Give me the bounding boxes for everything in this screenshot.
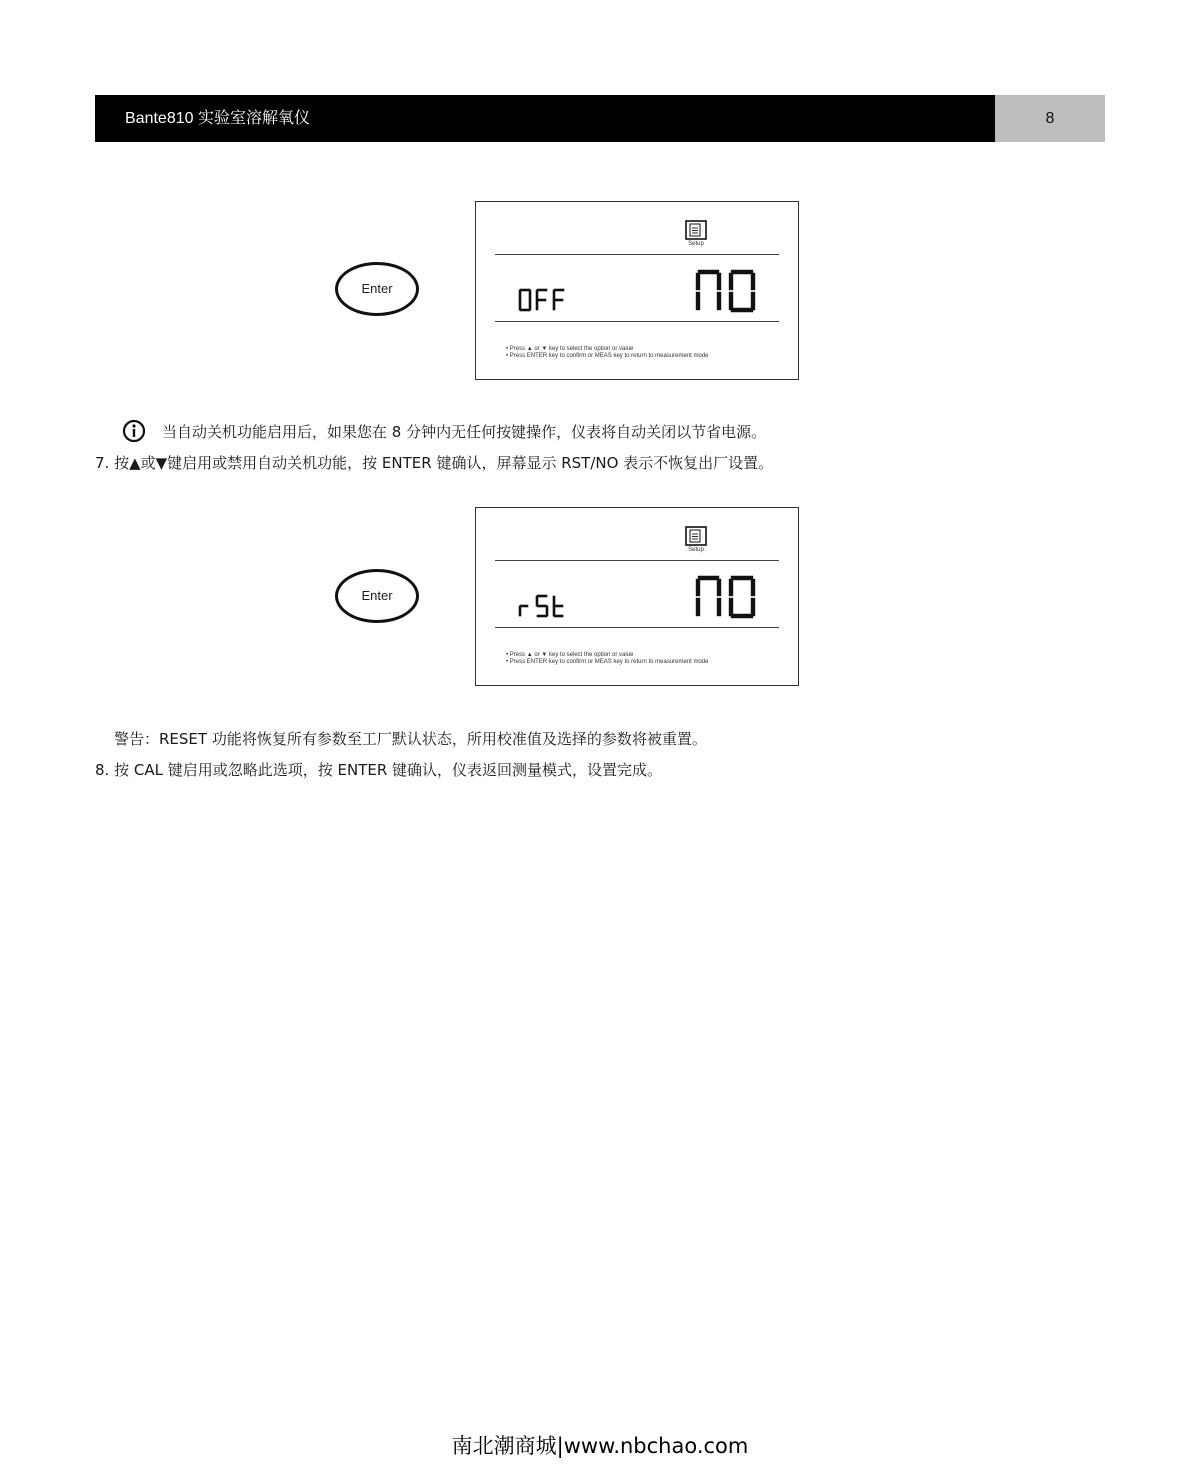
step-7: 7. 按▲或▼键启用或禁用自动关机功能，按 ENTER 键确认，屏幕显示 RST/NO 表示不恢复出厂设置。 [95,454,774,472]
lcd-divider-top [495,254,779,255]
lcd-display-auto-off [475,201,799,380]
lcd-divider-top-2 [495,560,779,561]
lcd-segment-no-2 [695,575,757,619]
setup-label-2: Setup [688,547,704,553]
enter-key-illustration [335,262,419,316]
lcd-segment-no [695,269,757,313]
lcd-segment-rst [518,594,568,618]
reset-warning: 警告：RESET 功能将恢复所有参数至工厂默认状态，所用校准值及选择的参数将被重置。 [114,730,707,748]
lcd-hint-confirm-2: • Press ENTER key to confirm or MEAS key to return to measurement mode [506,659,709,665]
lcd-hint-select: • Press ▲ or ▼ key to select the option or value [506,346,634,352]
note-auto-off: 当自动关机功能启用后，如果您在 8 分钟内无任何按键操作，仪表将自动关闭以节省电源。 [162,423,767,441]
lcd-hint-select-2: • Press ▲ or ▼ key to select the option or value [506,652,634,658]
enter-key-label-2: Enter [361,588,393,603]
setup-label: Setup [688,241,704,247]
page-number: 8 [1045,110,1055,127]
lcd-divider-bottom [495,321,779,322]
enter-key-illustration-2 [335,569,419,623]
step-8: 8. 按 CAL 键启用或忽略此选项，按 ENTER 键确认，仪表返回测量模式，设置完成。 [95,761,663,779]
enter-key-label: Enter [361,281,393,296]
lcd-hint-confirm: • Press ENTER key to confirm or MEAS key to return to measurement mode [506,353,709,359]
lcd-display-reset [475,507,799,686]
document-title: Bante810 实验室溶解氧仪 [125,110,310,127]
info-icon [122,419,146,443]
lcd-segment-off [518,288,568,312]
lcd-divider-bottom-2 [495,627,779,628]
document-header [95,95,995,142]
page-number-box [995,95,1105,142]
footer-watermark: 南北潮商城|www.nbchao.com [451,1434,749,1458]
